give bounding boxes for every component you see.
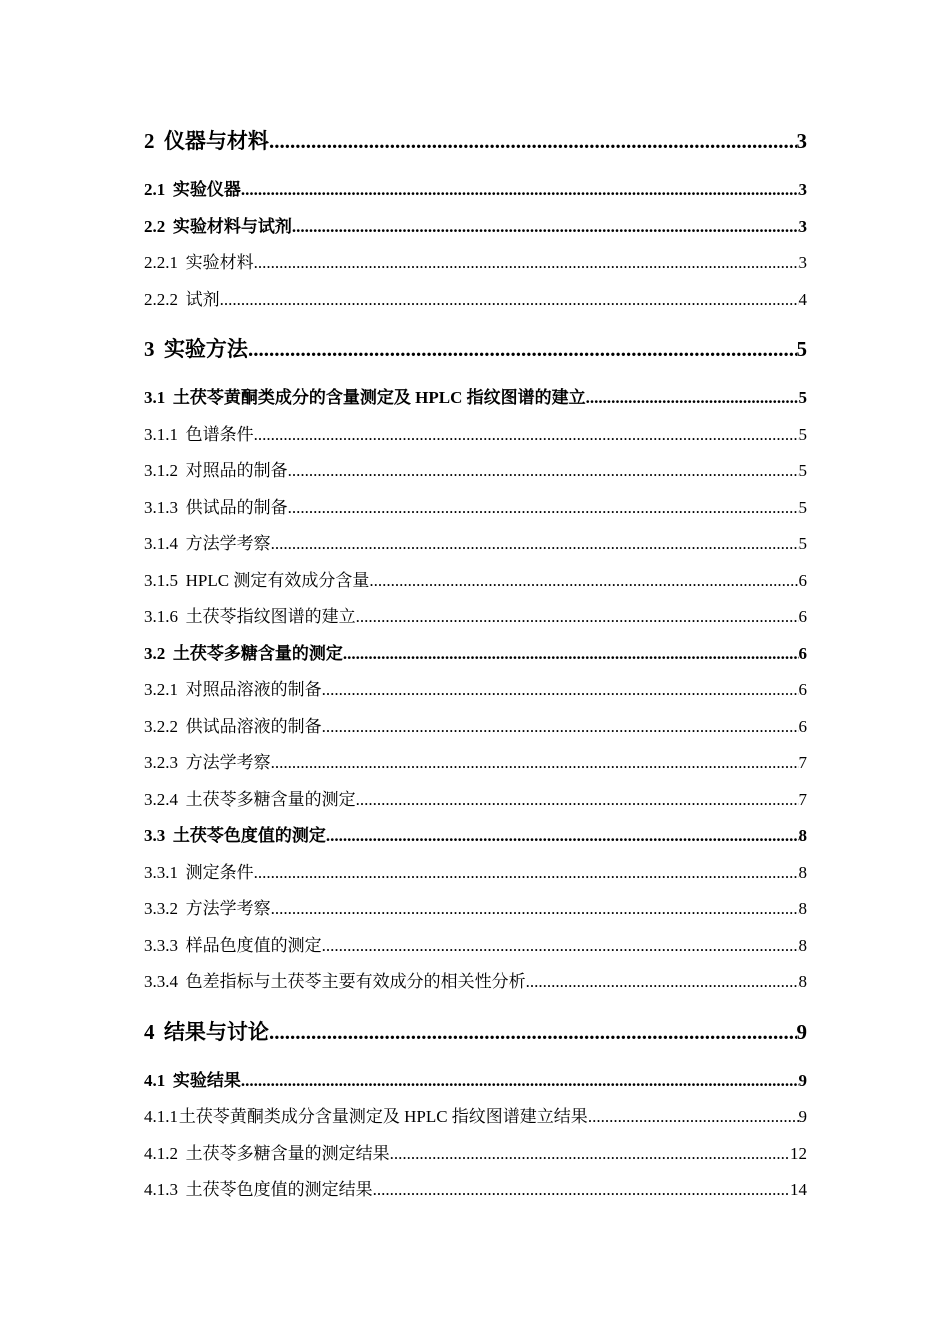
toc-entry-subsection[interactable]	[144, 1099, 807, 1136]
toc-entry-page: 3	[798, 253, 807, 272]
toc-entry-number: 4.1.1	[144, 1107, 178, 1126]
dot-leader	[292, 209, 799, 246]
toc-entry-title: 试剂	[185, 289, 220, 309]
toc-entry-title: 实验材料与试剂	[172, 216, 292, 236]
toc-entry-title: 供试品的制备	[185, 497, 288, 517]
toc-entry-page: 6	[798, 570, 807, 590]
toc-entry-title: 实验仪器	[172, 180, 241, 199]
toc-entry-subsection[interactable]	[144, 1172, 807, 1209]
toc-entry-title: 结果与讨论	[163, 1019, 269, 1044]
toc-entry-subsection[interactable]	[144, 782, 807, 819]
toc-entry-page: 5	[798, 461, 807, 480]
dot-leader	[241, 1063, 799, 1100]
dot-leader	[526, 964, 799, 1001]
toc-entry-number: 3.1.4	[144, 534, 178, 553]
toc-entry-number: 4.1.2	[144, 1143, 178, 1163]
toc-entry-number: 3.2.2	[144, 716, 178, 736]
toc-entry-subsection[interactable]	[144, 526, 807, 563]
toc-entry-subsection[interactable]	[144, 490, 807, 527]
toc-entry-page: 9	[798, 1107, 807, 1126]
dot-leader	[586, 380, 799, 417]
dot-leader	[269, 122, 797, 160]
toc-entry-title: 方法学考察	[185, 753, 271, 772]
toc-entry-page: 9	[798, 1070, 807, 1090]
toc-entry-number: 2.1	[144, 180, 166, 199]
toc-entry-page: 3	[798, 216, 807, 236]
dot-leader	[288, 490, 799, 527]
toc-entry-page: 8	[798, 862, 807, 882]
toc-entry-chapter[interactable]	[144, 330, 807, 368]
dot-leader	[322, 709, 799, 746]
toc-entry-title: 方法学考察	[185, 899, 271, 918]
toc-entry-title: 测定条件	[185, 862, 254, 882]
toc-entry-title: 土茯苓指纹图谱的建立	[185, 607, 356, 626]
toc-entry-number: 3.3	[144, 826, 166, 845]
toc-entry-number: 4.1	[144, 1070, 166, 1090]
toc-entry-title: 土茯苓多糖含量的测定	[172, 643, 343, 663]
toc-entry-number: 2.2	[144, 216, 166, 236]
dot-leader	[343, 636, 799, 673]
dot-leader	[326, 818, 799, 855]
toc-entry-page: 5	[796, 337, 807, 361]
dot-leader	[220, 282, 799, 319]
toc-entry-number: 3.1.5	[144, 570, 178, 590]
dot-leader	[269, 1013, 797, 1051]
toc-entry-subsection[interactable]	[144, 964, 807, 1001]
toc-entry-number: 3.1.6	[144, 607, 178, 626]
dot-leader	[322, 928, 799, 965]
toc-entry-number: 3.2.4	[144, 789, 178, 809]
toc-entry-title: 方法学考察	[185, 534, 271, 553]
toc-entry-number: 4	[144, 1019, 155, 1044]
toc-entry-page: 8	[798, 972, 807, 991]
dot-leader	[241, 172, 799, 209]
dot-leader	[373, 1172, 790, 1209]
toc-entry-chapter[interactable]	[144, 1013, 807, 1051]
toc-entry-page: 3	[796, 129, 807, 153]
toc-entry-number: 3.3.3	[144, 935, 178, 955]
toc-entry-number: 3.1	[144, 388, 166, 407]
toc-entry-section[interactable]	[144, 1063, 807, 1100]
toc-entry-subsection[interactable]	[144, 672, 807, 709]
toc-entry-page: 6	[798, 607, 807, 626]
toc-entry-subsection[interactable]	[144, 453, 807, 490]
toc-entry-number: 3.3.2	[144, 899, 178, 918]
toc-entry-page: 5	[798, 497, 807, 517]
toc-entry-subsection[interactable]	[144, 282, 807, 319]
toc-entry-section[interactable]	[144, 636, 807, 673]
toc-entry-page: 8	[798, 899, 807, 918]
table-of-contents	[144, 122, 807, 1209]
toc-entry-number: 4.1.3	[144, 1180, 178, 1199]
toc-entry-number: 2	[144, 129, 155, 153]
toc-entry-subsection[interactable]	[144, 417, 807, 454]
toc-entry-page: 8	[798, 826, 807, 845]
toc-entry-number: 3.1.2	[144, 461, 178, 480]
toc-entry-page: 5	[798, 534, 807, 553]
toc-entry-page: 6	[798, 643, 807, 663]
toc-entry-title: 土茯苓多糖含量的测定结果	[185, 1143, 390, 1163]
toc-entry-number: 3.2	[144, 643, 166, 663]
toc-entry-subsection[interactable]	[144, 1136, 807, 1173]
toc-entry-title: 对照品的制备	[185, 461, 288, 480]
toc-entry-title: 土茯苓黄酮类成分含量测定及 HPLC 指纹图谱建立结果	[178, 1107, 588, 1126]
toc-entry-page: 12	[790, 1143, 807, 1163]
toc-entry-title: 土茯苓色度值的测定结果	[185, 1180, 373, 1199]
toc-entry-page: 14	[790, 1180, 807, 1199]
toc-entry-subsection[interactable]	[144, 745, 807, 782]
toc-entry-title: 土茯苓黄酮类成分的含量测定及 HPLC 指纹图谱的建立	[172, 388, 586, 407]
dot-leader	[369, 563, 798, 600]
toc-entry-title: 色谱条件	[185, 424, 254, 444]
toc-entry-subsection[interactable]	[144, 928, 807, 965]
toc-entry-page: 9	[796, 1019, 807, 1044]
dot-leader	[271, 526, 799, 563]
dot-leader	[322, 672, 799, 709]
toc-entry-page: 7	[798, 789, 807, 809]
toc-entry-number: 3.1.3	[144, 497, 178, 517]
toc-entry-title: 样品色度值的测定	[185, 935, 322, 955]
toc-entry-number: 3.2.1	[144, 680, 178, 699]
toc-entry-page: 3	[798, 180, 807, 199]
toc-entry-page: 5	[798, 424, 807, 444]
toc-entry-section[interactable]	[144, 380, 807, 417]
toc-entry-page: 5	[798, 388, 807, 407]
dot-leader	[288, 453, 799, 490]
toc-entry-page: 6	[798, 680, 807, 699]
toc-entry-title: 实验材料	[185, 253, 254, 272]
toc-entry-number: 2.2.1	[144, 253, 178, 272]
toc-entry-subsection[interactable]	[144, 563, 807, 600]
toc-entry-subsection[interactable]	[144, 891, 807, 928]
dot-leader	[254, 855, 799, 892]
dot-leader	[271, 891, 799, 928]
dot-leader	[356, 599, 799, 636]
toc-entry-title: 供试品溶液的制备	[185, 716, 322, 736]
toc-entry-title: HPLC 测定有效成分含量	[185, 570, 370, 590]
toc-entry-page: 8	[798, 935, 807, 955]
dot-leader	[271, 745, 799, 782]
toc-entry-section[interactable]	[144, 818, 807, 855]
toc-entry-title: 色差指标与土茯苓主要有效成分的相关性分析	[185, 972, 526, 991]
toc-entry-title: 对照品溶液的制备	[185, 680, 322, 699]
dot-leader	[248, 330, 797, 368]
toc-entry-subsection[interactable]	[144, 855, 807, 892]
dot-leader	[588, 1099, 799, 1136]
dot-leader	[254, 245, 799, 282]
toc-entry-title: 仪器与材料	[163, 129, 269, 153]
toc-entry-title: 土茯苓多糖含量的测定	[185, 789, 356, 809]
toc-entry-subsection[interactable]	[144, 709, 807, 746]
dot-leader	[390, 1136, 790, 1173]
toc-entry-title: 实验方法	[163, 337, 248, 361]
toc-entry-number: 3.2.3	[144, 753, 178, 772]
toc-entry-title: 实验结果	[172, 1070, 241, 1090]
toc-entry-section[interactable]	[144, 209, 807, 246]
toc-entry-page: 4	[798, 289, 807, 309]
toc-entry-number: 3.3.4	[144, 972, 178, 991]
toc-entry-number: 3.1.1	[144, 424, 178, 444]
toc-entry-chapter[interactable]	[144, 122, 807, 160]
toc-entry-subsection[interactable]	[144, 245, 807, 282]
dot-leader	[356, 782, 799, 819]
toc-entry-page: 7	[798, 753, 807, 772]
toc-entry-number: 2.2.2	[144, 289, 178, 309]
toc-entry-title: 土茯苓色度值的测定	[172, 826, 326, 845]
dot-leader	[254, 417, 799, 454]
toc-entry-section[interactable]	[144, 172, 807, 209]
toc-entry-page: 6	[798, 716, 807, 736]
toc-entry-number: 3	[144, 337, 155, 361]
toc-entry-subsection[interactable]	[144, 599, 807, 636]
toc-entry-number: 3.3.1	[144, 862, 178, 882]
